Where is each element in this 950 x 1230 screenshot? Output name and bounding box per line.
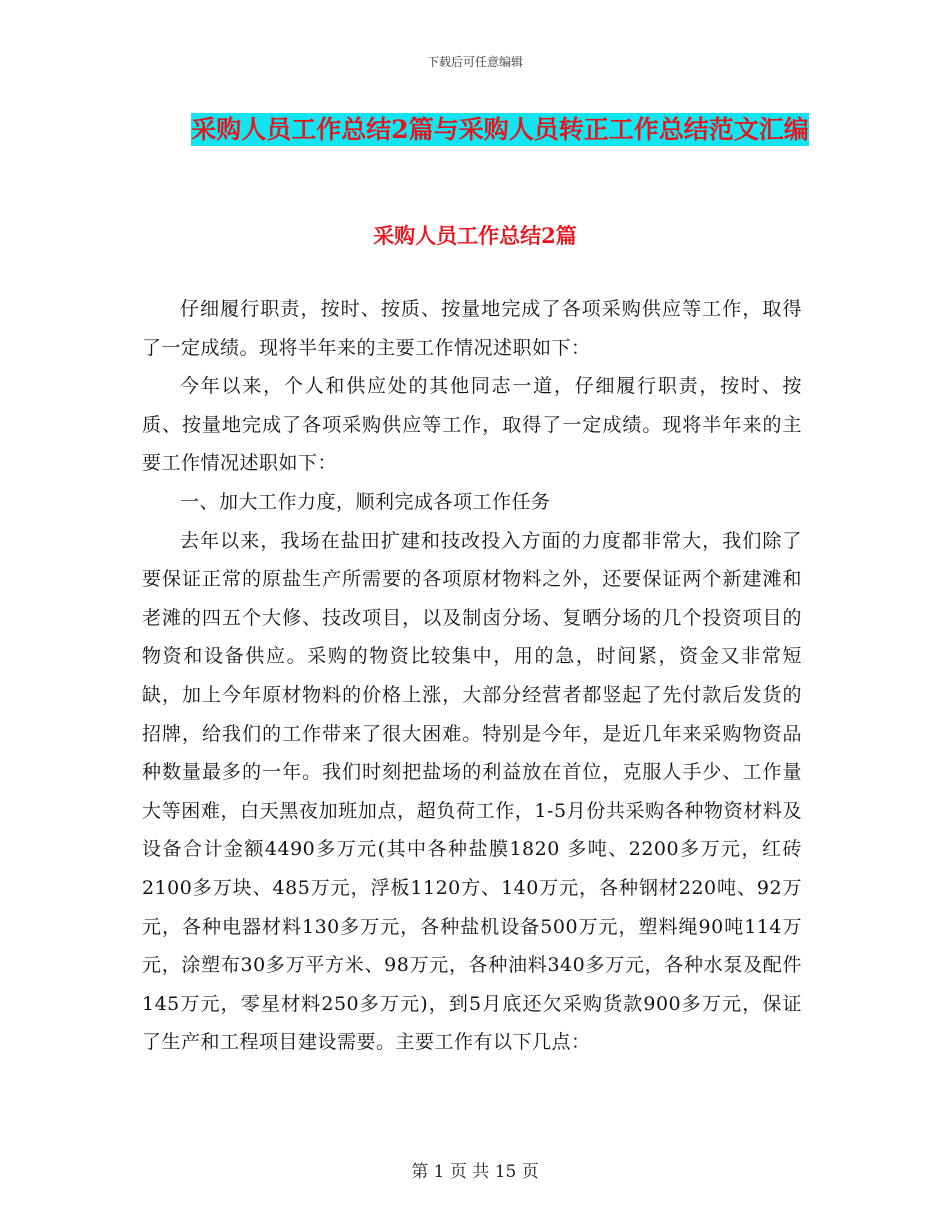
document-title-text: 采购人员工作总结2篇与采购人员转正工作总结范文汇编 — [191, 115, 809, 144]
paragraph: 仔细履行职责，按时、按质、按量地完成了各项采购供应等工作，取得了一定成绩。现将半年来的主要工作情况述职如下： — [142, 298, 802, 359]
section-title: 采购人员工作总结2篇 — [373, 223, 577, 248]
paragraph: 去年以来，我场在盐田扩建和技改投入方面的力度都非常大，我们除了要保证正常的原盐生产所需要的各项原材物料之外，还要保证两个新建滩和老滩的四五个大修、技改项目，以及制卤分场、复晒分场的几个投资项目的物资和设备供应。采购的物资比较集中，用的急，时间紧，资金又非常短缺，加上今年原材物料的价格上涨，大部分经营者都竖起了先付款后发货的招牌，给我们的工作带来了很大困难。特别是今年，是近几年来采购物资品种数量最多的一年。我们时刻把盐场的利益放在首位，克服人手少、工作量大等困难，白天黑夜加班加点，超负荷工作，1-5月份共采购各种物资材料及设备合计金额4490多万元(其中各种盐膜1820 多吨、2200多万元，红砖2100多万块、485万元，浮板1120方、140万元，各种钢材220吨、92万元，各种电器材料130多万元，各种盐机设备500万元，塑料绳90吨114万元，涂塑布30多万平方米、98万元，各种油料340多万元，各种水泵及配件145万元，零星材料250多万元)，到5月底还欠采购货款900多万元，保证了生产和工程项目建设需要。主要工作有以下几点： — [142, 529, 802, 1054]
paragraph: 今年以来，个人和供应处的其他同志一道，仔细履行职责，按时、按质、按量地完成了各项采购供应等工作，取得了一定成绩。现将半年来的主要工作情况述职如下： — [142, 375, 802, 475]
document-title — [190, 108, 810, 152]
header-note: 下载后可任意编辑 — [426, 55, 523, 69]
document-body — [142, 290, 802, 1062]
page-number: 第 1 页 共 15 页 — [411, 1162, 539, 1182]
paragraph-heading: 一、加大工作力度，顺利完成各项工作任务 — [180, 490, 551, 513]
